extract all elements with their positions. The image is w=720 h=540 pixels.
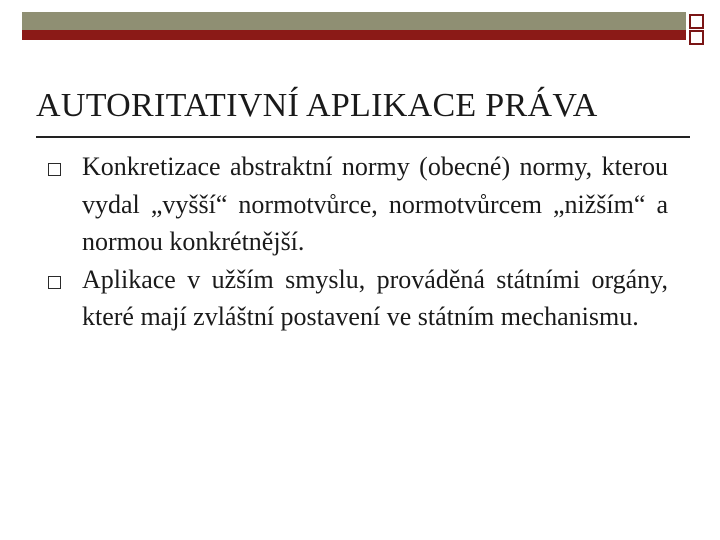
header-band-olive (22, 12, 686, 30)
hollow-square-icon (48, 276, 61, 289)
bullet-text: Aplikace v užším smyslu, prováděná státními orgány, které mají zvláštní postavení ve státním mechanismu. (82, 264, 668, 331)
title-divider (36, 136, 690, 138)
slide-title: AUTORITATIVNÍ APLIKACE PRÁVA (36, 87, 598, 124)
bullet-item (48, 148, 668, 261)
bullet-list (48, 148, 668, 336)
corner-square-icon (689, 14, 704, 29)
bullet-text: Konkretizace abstraktní normy (obecné) normy, kterou vydal „vyšší“ normotvůrce, normotvůrcem „nižším“ a normou konkrétnější. (82, 152, 668, 256)
header-band-maroon (22, 30, 686, 40)
corner-square-icon (689, 30, 704, 45)
bullet-item (48, 261, 668, 336)
hollow-square-icon (48, 163, 61, 176)
